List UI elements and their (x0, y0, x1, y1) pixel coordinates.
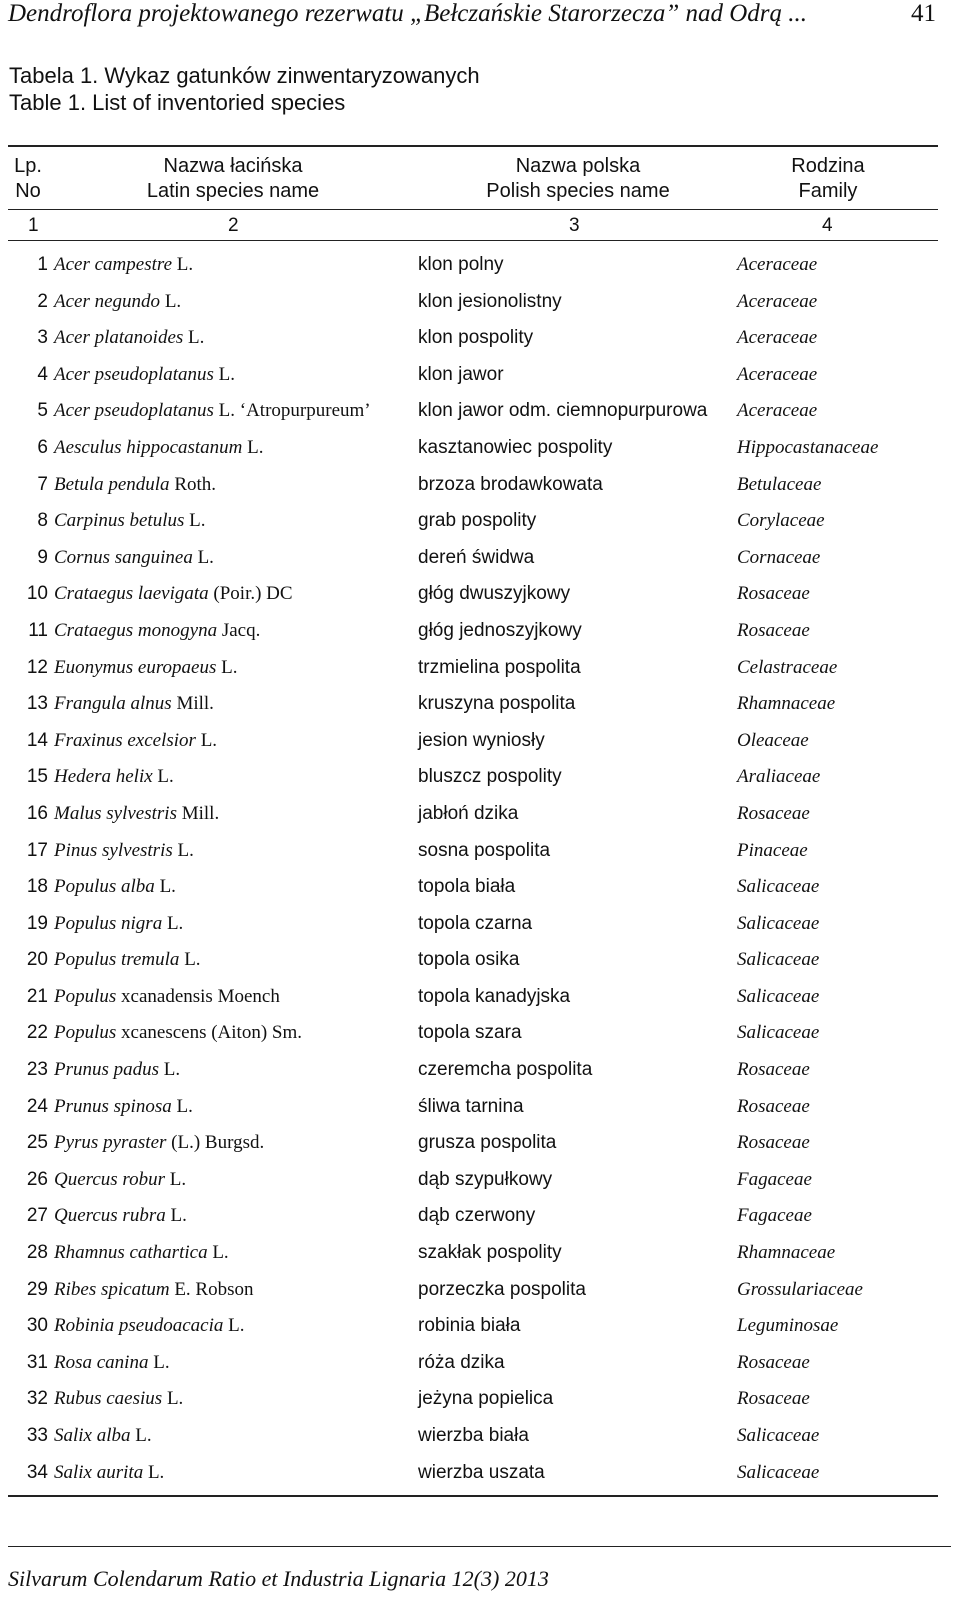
polish-name: sosna pospolita (418, 839, 551, 861)
latin-author: L. (179, 949, 201, 971)
family-name: Araliaceae (737, 766, 821, 788)
latin-name (54, 1352, 170, 1374)
row-number: 32 (26, 1388, 48, 1410)
latin-name (54, 510, 205, 532)
latin-author: (L.) Burgsd. (166, 1132, 265, 1154)
page-number: 41 (911, 0, 936, 27)
table-row (8, 869, 938, 906)
table-row (8, 576, 938, 613)
header-polish-pl: Nazwa polska (515, 155, 641, 177)
latin-name (54, 1242, 229, 1264)
row-number: 6 (37, 436, 48, 458)
polish-name: jeżyna popielica (418, 1388, 554, 1410)
polish-name: jabłoń dzika (418, 802, 519, 824)
polish-name: dąb szypułkowy (418, 1168, 553, 1190)
latin-binomial: Acer campestre (54, 254, 172, 275)
polish-name: klon pospolity (418, 327, 534, 349)
table-row (8, 1015, 938, 1052)
table-row (8, 1272, 938, 1309)
row-number: 14 (26, 729, 48, 751)
row-number: 7 (37, 473, 48, 495)
family-name: Pinaceae (737, 839, 808, 861)
header-polish-en: Polish species name (486, 180, 670, 202)
row-number: 20 (26, 949, 48, 971)
family-name: Cornaceae (737, 546, 821, 568)
family-name: Salicaceae (737, 985, 820, 1007)
row-number: 2 (37, 290, 48, 312)
row-number: 11 (28, 619, 48, 641)
row-number: 33 (26, 1425, 48, 1446)
latin-name (54, 1425, 152, 1447)
latin-author: L. (192, 546, 214, 568)
table-row (8, 650, 938, 687)
latin-author: L. (148, 1351, 170, 1373)
latin-author: Mill. (171, 693, 214, 715)
family-name: Fagaceae (737, 1205, 812, 1227)
family-name: Corylaceae (737, 510, 825, 532)
polish-name: wierzba uszata (418, 1461, 545, 1483)
latin-name (54, 766, 174, 788)
latin-author: Roth. (169, 473, 217, 495)
polish-name: trzmielina pospolita (418, 656, 581, 678)
family-name: Salicaceae (737, 1425, 820, 1446)
latin-binomial: Populus (54, 1022, 117, 1044)
table-row (8, 1381, 938, 1418)
latin-name (54, 583, 293, 605)
latin-author: L. (152, 766, 174, 788)
latin-binomial: Salix alba (54, 1425, 131, 1446)
family-name: Aceraceae (737, 400, 818, 422)
latin-binomial: Fraxinus excelsior (54, 729, 196, 751)
latin-name (54, 803, 219, 825)
family-name: Rhamnaceae (737, 693, 836, 715)
latin-binomial: Populus alba (54, 876, 155, 898)
family-name: Rosaceae (737, 802, 810, 824)
latin-author: Jacq. (217, 619, 261, 641)
family-name: Grossulariaceae (737, 1278, 863, 1300)
family-name: Celastraceae (737, 656, 838, 678)
table-row (8, 1089, 938, 1126)
latin-binomial: Euonymus europaeus (54, 656, 217, 678)
latin-name (54, 1132, 264, 1154)
latin-author: L. (242, 436, 264, 458)
latin-author: L. (213, 363, 236, 385)
family-name: Salicaceae (737, 912, 820, 934)
latin-author: L. (143, 1461, 165, 1483)
table-row (8, 1052, 938, 1089)
row-number: 16 (26, 802, 48, 824)
latin-name (54, 949, 201, 971)
table-row (8, 320, 938, 357)
latin-author: L. (223, 1315, 245, 1337)
latin-author: L. (172, 254, 194, 275)
row-number: 30 (26, 1315, 48, 1337)
polish-name: topola czarna (418, 912, 533, 934)
row-number: 8 (37, 510, 48, 532)
latin-binomial: Malus sylvestris (54, 802, 177, 824)
latin-name (54, 693, 214, 715)
polish-name: szakłak pospolity (418, 1242, 562, 1264)
latin-name (54, 840, 194, 862)
latin-author: L. (184, 510, 206, 532)
latin-author: L. (162, 1388, 184, 1410)
polish-name: robinia biała (418, 1315, 521, 1337)
latin-name (54, 1096, 193, 1118)
journal-footer: Silvarum Colendarum Ratio et Industria Lignaria 12(3) 2013 (8, 1566, 549, 1591)
latin-name (54, 913, 183, 935)
family-name: Salicaceae (737, 876, 820, 898)
latin-author: L. (207, 1242, 229, 1264)
latin-author: (Poir.) DC (208, 583, 293, 605)
polish-name: klon polny (418, 254, 504, 275)
polish-name: bluszcz pospolity (418, 766, 562, 788)
header-latin (108, 154, 358, 204)
column-number: 1 (28, 215, 39, 236)
latin-author: L. (171, 1095, 193, 1117)
row-number: 10 (26, 583, 48, 605)
caption-polish: Tabela 1. Wykaz gatunków zinwentaryzowanych (9, 63, 480, 88)
latin-name (54, 1279, 254, 1301)
latin-binomial: Quercus robur (54, 1168, 166, 1190)
header-family-pl: Rodzina (791, 155, 865, 177)
row-number: 31 (26, 1351, 48, 1373)
header-latin-en: Latin species name (146, 180, 320, 202)
latin-name (54, 657, 237, 679)
polish-name: grusza pospolita (418, 1132, 557, 1154)
row-number: 18 (26, 876, 48, 898)
table-row (8, 686, 938, 723)
latin-name (54, 474, 216, 496)
polish-name: jesion wyniosły (418, 729, 545, 751)
family-name: Leguminosae (737, 1315, 839, 1337)
family-name: Rhamnaceae (737, 1242, 836, 1264)
table-row (8, 503, 938, 540)
row-number: 13 (26, 693, 48, 715)
family-name: Aceraceae (737, 363, 818, 385)
latin-author: Mill. (176, 802, 220, 824)
latin-author: L. (159, 1059, 181, 1081)
family-name: Rosaceae (737, 1059, 810, 1081)
latin-binomial: Populus (54, 985, 117, 1007)
table-caption (9, 62, 480, 116)
latin-binomial: Salix aurita (54, 1461, 144, 1483)
header-family-en: Family (798, 180, 858, 202)
latin-name (54, 1315, 245, 1337)
row-number: 22 (26, 1022, 48, 1044)
row-number: 12 (26, 656, 48, 678)
running-header (8, 0, 938, 30)
header-lp-en: No (15, 180, 41, 202)
polish-name: czeremcha pospolita (418, 1059, 593, 1081)
row-number: 29 (26, 1278, 48, 1300)
latin-author: L. (165, 1168, 187, 1190)
table-row (8, 1198, 938, 1235)
latin-binomial: Ribes spicatum (54, 1278, 170, 1300)
row-number: 28 (26, 1242, 48, 1264)
latin-author: L. (165, 1205, 187, 1227)
table-row (8, 284, 938, 321)
polish-name: dąb czerwony (418, 1205, 536, 1227)
row-number: 4 (37, 363, 48, 385)
caption-english: Table 1. List of inventoried species (9, 90, 346, 115)
family-name: Salicaceae (737, 1022, 820, 1044)
family-name: Hippocastanaceae (737, 436, 879, 458)
row-number: 27 (26, 1205, 48, 1227)
family-name: Fagaceae (737, 1168, 812, 1190)
latin-name (54, 730, 217, 752)
latin-binomial: Prunus spinosa (54, 1095, 172, 1117)
row-number: 15 (26, 766, 48, 788)
row-number: 34 (26, 1461, 48, 1483)
latin-binomial: Acer pseudoplatanus (54, 400, 214, 422)
table-row (8, 796, 938, 833)
family-name: Rosaceae (737, 1132, 810, 1154)
table-row (8, 979, 938, 1016)
polish-name: grab pospolity (418, 510, 537, 532)
column-number: 4 (822, 215, 833, 236)
table-row (8, 723, 938, 760)
polish-name: porzeczka pospolita (418, 1278, 586, 1300)
latin-author: L. (130, 1425, 152, 1446)
species-table (8, 145, 938, 1497)
row-number: 3 (37, 327, 48, 349)
family-name: Oleaceae (737, 729, 809, 751)
table-row (8, 759, 938, 796)
latin-author: L. (183, 327, 205, 349)
latin-name (54, 327, 204, 349)
family-name: Rosaceae (737, 583, 810, 605)
table-row (8, 1125, 938, 1162)
latin-binomial: Quercus rubra (54, 1205, 166, 1227)
polish-name: topola szara (418, 1022, 522, 1044)
polish-name: klon jawor odm. ciemnopurpurowa (418, 400, 708, 422)
latin-binomial: Robinia pseudoacacia (54, 1315, 224, 1337)
latin-binomial: Frangula alnus (54, 693, 172, 715)
latin-name (54, 1022, 302, 1044)
row-number: 26 (26, 1168, 48, 1190)
row-number: 19 (26, 912, 48, 934)
polish-name: głóg dwuszyjkowy (418, 583, 571, 605)
polish-name: śliwa tarnina (418, 1095, 524, 1117)
polish-name: kruszyna pospolita (418, 693, 576, 715)
latin-name (54, 876, 176, 898)
table-row (8, 540, 938, 577)
latin-binomial: Populus tremula (54, 949, 180, 971)
family-name: Salicaceae (737, 949, 820, 971)
family-name: Aceraceae (737, 327, 818, 349)
latin-name (54, 437, 264, 459)
latin-author: L. (216, 656, 238, 678)
latin-name (54, 1059, 180, 1081)
latin-name (54, 1462, 164, 1484)
latin-name (54, 1388, 183, 1410)
family-name: Aceraceae (737, 290, 818, 312)
latin-author: L. ‘Atropurpureum’ (213, 400, 371, 422)
latin-binomial: Rosa canina (54, 1351, 149, 1373)
family-name: Rosaceae (737, 1351, 810, 1373)
table-row (8, 1418, 938, 1455)
latin-binomial: Aesculus hippocastanum (54, 436, 243, 458)
polish-name: głóg jednoszyjkowy (418, 619, 582, 641)
table-row (8, 1455, 938, 1492)
column-number: 2 (228, 215, 239, 236)
table-row (8, 247, 938, 284)
polish-name: klon jesionolistny (418, 290, 562, 312)
table-row (8, 1345, 938, 1382)
table-row (8, 1308, 938, 1345)
table-header (8, 147, 938, 209)
table-row (8, 430, 938, 467)
polish-name: dereń świdwa (418, 546, 535, 568)
column-number: 3 (569, 215, 580, 236)
latin-name (54, 547, 214, 569)
row-number: 23 (26, 1059, 48, 1081)
footer-rule (8, 1546, 951, 1547)
latin-binomial: Prunus padus (54, 1059, 160, 1081)
latin-binomial: Betula pendula (54, 473, 170, 495)
latin-author: L. (162, 912, 184, 934)
table-row (8, 613, 938, 650)
column-numbers-row (8, 210, 938, 240)
latin-author: L. (154, 876, 176, 898)
family-name: Rosaceae (737, 1095, 810, 1117)
table-row (8, 833, 938, 870)
latin-binomial: Carpinus betulus (54, 510, 185, 532)
family-name: Rosaceae (737, 619, 810, 641)
row-number: 1 (37, 254, 48, 275)
latin-binomial: Acer negundo (54, 290, 161, 312)
header-family (748, 154, 908, 204)
latin-binomial: Populus nigra (54, 912, 163, 934)
running-title: Dendroflora projektowanego rezerwatu „Bełczańskie Starorzecza” nad Odrą ... (8, 0, 808, 27)
polish-name: wierzba biała (418, 1425, 529, 1446)
table-row (8, 1162, 938, 1199)
latin-name (54, 986, 280, 1008)
latin-name (54, 364, 235, 386)
header-lp (8, 154, 48, 204)
family-name: Aceraceae (737, 254, 818, 275)
latin-binomial: Cornus sanguinea (54, 546, 193, 568)
latin-author: L. (195, 729, 218, 751)
row-number: 17 (26, 839, 48, 861)
table-bottom-rule (8, 1495, 938, 1497)
header-polish (453, 154, 703, 204)
row-number: 9 (37, 546, 48, 568)
header-latin-pl: Nazwa łacińska (163, 155, 303, 177)
latin-author: L. (172, 839, 194, 861)
family-name: Betulaceae (737, 473, 822, 495)
latin-name (54, 1205, 187, 1227)
table-row (8, 467, 938, 504)
latin-binomial: Rubus caesius (54, 1388, 163, 1410)
polish-name: róża dzika (418, 1351, 505, 1373)
latin-name (54, 254, 193, 276)
latin-name (54, 620, 260, 642)
latin-binomial: Pyrus pyraster (54, 1132, 167, 1154)
table-row (8, 906, 938, 943)
table-body (8, 241, 938, 1491)
family-name: Rosaceae (737, 1388, 810, 1410)
header-lp-pl: Lp. (14, 155, 42, 177)
polish-name: topola osika (418, 949, 520, 971)
polish-name: klon jawor (418, 363, 504, 385)
latin-binomial: Crataegus laevigata (54, 583, 209, 605)
latin-name (54, 1169, 186, 1191)
latin-author: xcanescens (Aiton) Sm. (116, 1022, 303, 1044)
row-number: 25 (26, 1132, 48, 1154)
row-number: 5 (37, 400, 48, 422)
latin-binomial: Pinus sylvestris (54, 839, 173, 861)
latin-binomial: Crataegus monogyna (54, 619, 218, 641)
table-row (8, 942, 938, 979)
family-name: Salicaceae (737, 1461, 820, 1483)
latin-author: L. (160, 290, 182, 312)
table-row (8, 393, 938, 430)
latin-binomial: Hedera helix (54, 766, 153, 788)
latin-name (54, 400, 371, 422)
latin-binomial: Rhamnus cathartica (54, 1242, 208, 1264)
table-row (8, 1235, 938, 1272)
latin-binomial: Acer pseudoplatanus (54, 363, 214, 385)
latin-author: xcanadensis Moench (116, 985, 280, 1007)
polish-name: topola kanadyjska (418, 985, 571, 1007)
polish-name: brzoza brodawkowata (418, 473, 603, 495)
polish-name: topola biała (418, 876, 516, 898)
row-number: 24 (26, 1095, 48, 1117)
latin-name (54, 291, 181, 313)
table-row (8, 357, 938, 394)
row-number: 21 (26, 985, 48, 1007)
latin-author: E. Robson (169, 1278, 254, 1300)
polish-name: kasztanowiec pospolity (418, 436, 613, 458)
latin-binomial: Acer platanoides (54, 327, 184, 349)
